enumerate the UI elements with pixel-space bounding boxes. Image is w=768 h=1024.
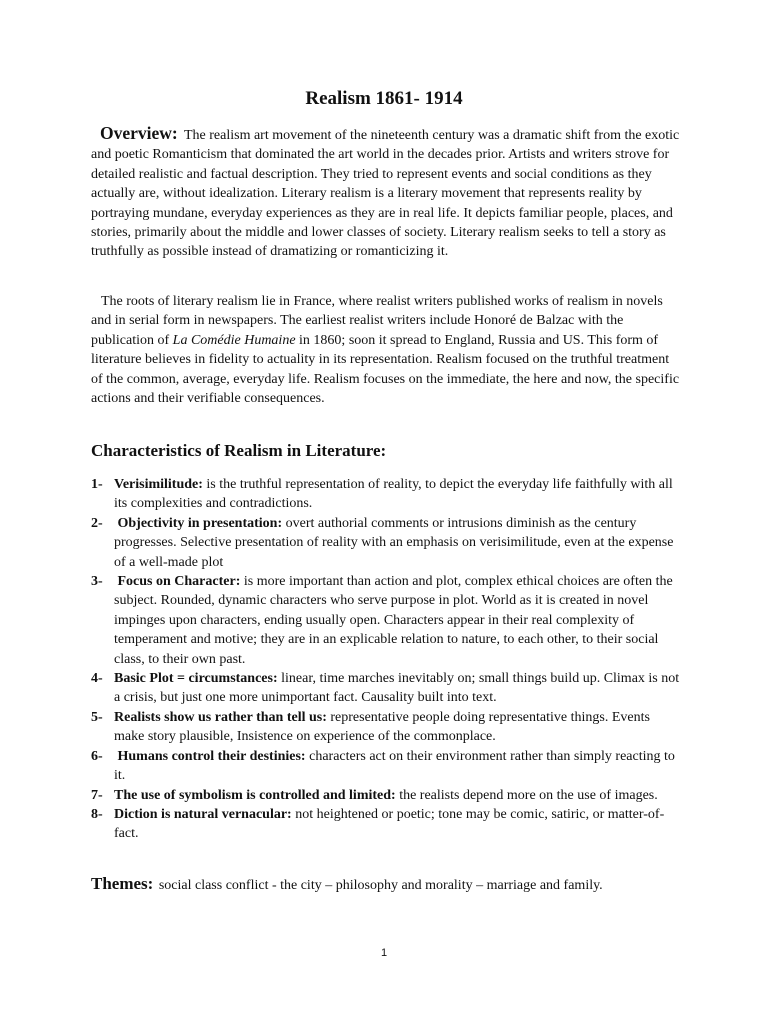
book-title: La Comédie Humaine (172, 332, 296, 348)
characteristics-heading: Characteristics of Realism in Literature: (91, 441, 387, 460)
item-text: overt authorial comments or intrusions diminish as the century progresses. Selective presentation of reality with an emphasis on verisimilitude, even at the expense of a well-made plot (114, 515, 674, 570)
list-item (91, 514, 683, 572)
page-number: 1 (380, 947, 388, 959)
list-item (91, 805, 683, 844)
item-term: Diction is natural vernacular: (114, 806, 292, 822)
item-text: representative people doing representative things. Events make story plausible, Insistence on experience of the commonplace. (114, 709, 650, 745)
item-number: 8- (91, 806, 103, 822)
item-text: the realists depend more on the use of images. (399, 787, 658, 803)
overview-text: The realism art movement of the nineteenth century was a dramatic shift from the exotic and poetic Romanticism that dominated the art world in the decades prior. Artists and writers strove for detailed realistic and factual description. They tried to represent events and social conditions as they actually are, without idealization. Literary realism is a literary movement that represents reality by portraying mundane, everyday experiences as they are in real life. It depicts familiar people, places, and stories, primarily about the middle and lower classes of society. Literary realism seeks to tell a story as truthfully as possible instead of dramatizing or romanticizing it. (91, 128, 680, 260)
item-number: 2- (91, 515, 103, 531)
item-number: 1- (91, 477, 103, 492)
item-text: characters act on their environment rather than simply reacting to it. (114, 748, 675, 784)
roots-text-after: in 1860; soon it spread to England, Russia and US. This form of literature believes in fidelity to actuality in its representation. Realism focused on the truthful treatment of the common, average, everyday life. Realism focuses on the immediate, the here and now, the specific actions and their verifiable consequences. (91, 332, 680, 407)
item-term: Verisimilitude: (114, 477, 203, 492)
list-item (91, 475, 683, 514)
item-term: Basic Plot = circumstances: (114, 671, 278, 687)
list-item (91, 786, 683, 805)
item-term: Humans control their destinies: (117, 748, 306, 764)
item-term: Objectivity in presentation: (117, 515, 283, 531)
roots-text-before: The roots of literary realism lie in France, where realist writers published works of realism in novels and in serial form in newspapers. The earliest realist writers include Honoré de Balzac with the publication of (91, 294, 663, 348)
item-text: linear, time marches inevitably on; small things build up. Climax is not a crisis, but just one more unimportant fact. Causality built into text. (114, 671, 680, 706)
item-term: Realists show us rather than tell us: (114, 709, 327, 725)
list-item (91, 572, 683, 669)
list-item (91, 708, 683, 747)
item-term: Focus on Character: (117, 574, 241, 590)
page-title: Realism 1861- 1914 (305, 88, 463, 109)
list-item (91, 669, 683, 708)
themes-text: social class conflict - the city – philosophy and morality – marriage and family. (158, 878, 603, 893)
list-item (91, 747, 683, 786)
item-number: 5- (91, 709, 103, 725)
themes-label: Themes: (91, 874, 154, 893)
themes-paragraph (91, 874, 683, 895)
item-text: is more important than action and plot, complex ethical choices are often the subject. Rounded, dynamic characters who serve purpose in plot. World as it is created in novel impinges upon characters, ending usually open. Characters appear in their real complexity of temperament and motive; they are in an explicable relation to nature, to each other, to their social class, to their own past. (114, 574, 673, 667)
item-number: 7- (91, 787, 103, 803)
roots-paragraph (91, 292, 683, 408)
item-term: The use of symbolism is controlled and limited: (114, 787, 396, 803)
item-text: not heightened or poetic; tone may be comic, satiric, or matter-of-fact. (114, 806, 665, 842)
item-number: 3- (91, 574, 103, 590)
overview-paragraph (91, 124, 683, 262)
item-number: 6- (91, 748, 103, 764)
item-text: is the truthful representation of reality, to depict the everyday life faithfully with all its complexities and contradictions. (114, 477, 673, 512)
item-number: 4- (91, 671, 103, 687)
overview-label: Overview: (100, 123, 178, 143)
characteristics-list (91, 475, 683, 844)
